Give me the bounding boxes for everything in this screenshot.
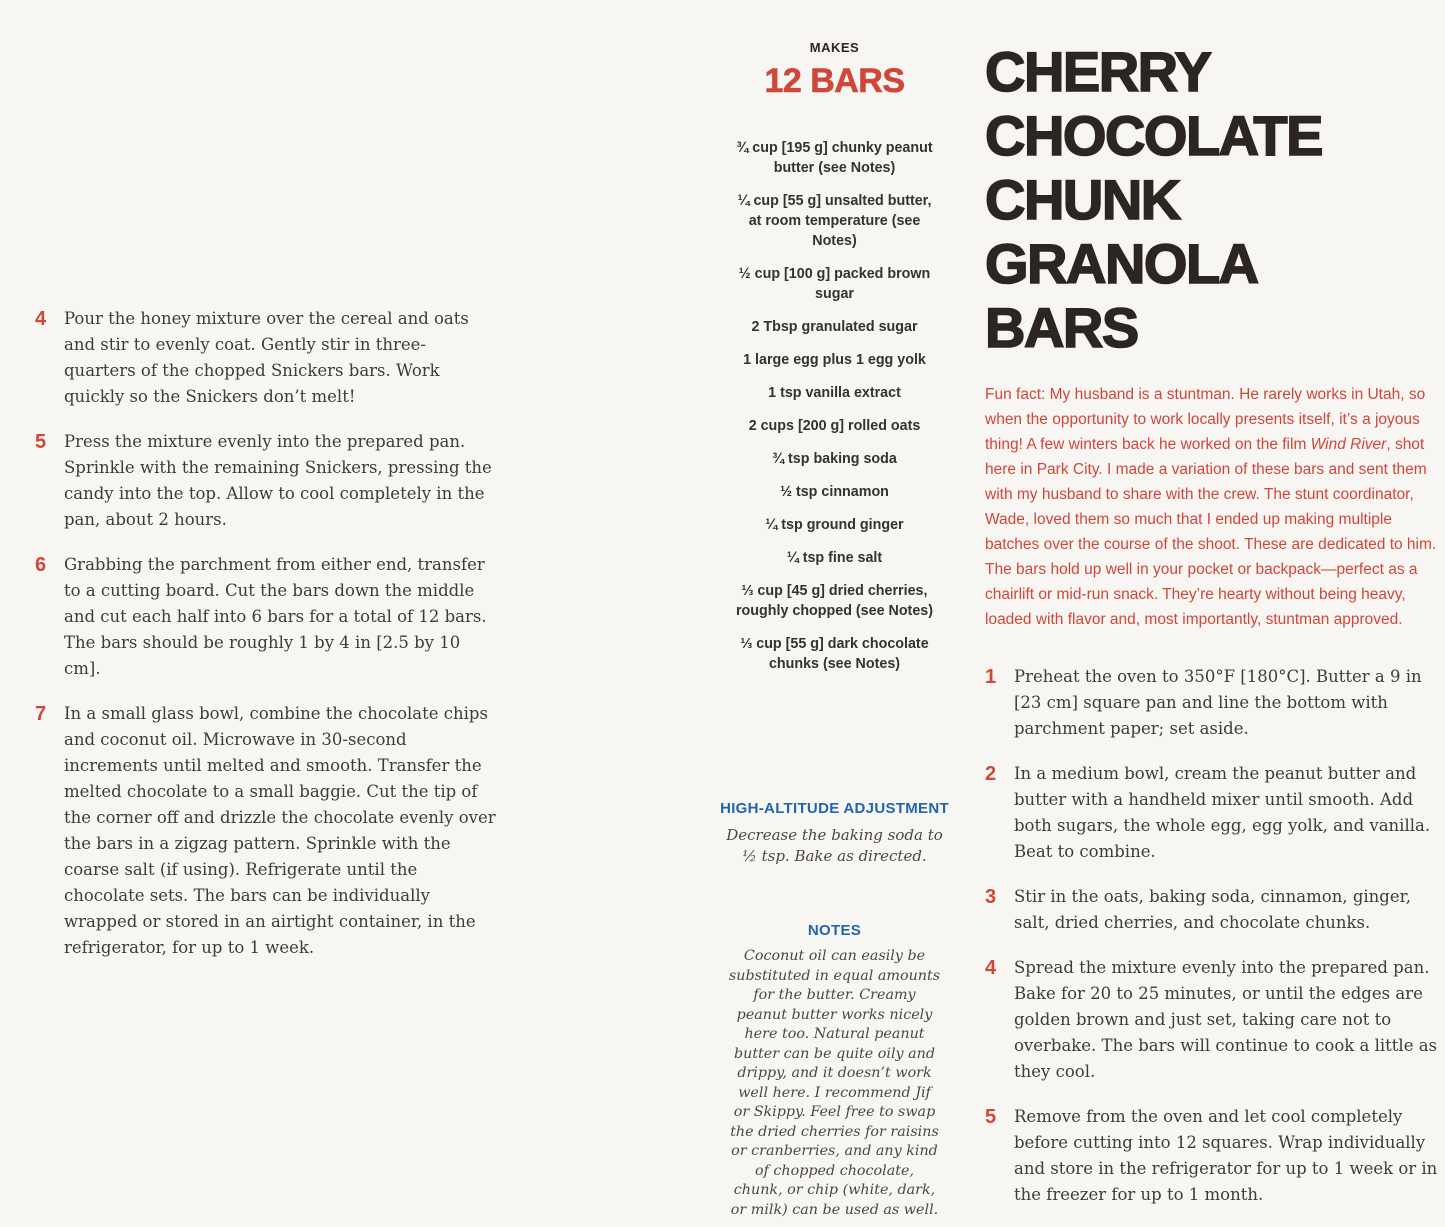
step-number: 3 — [985, 886, 996, 908]
recipe-step — [35, 701, 497, 961]
recipe-step — [985, 761, 1445, 865]
left-page-steps — [35, 306, 497, 980]
recipe-step — [985, 955, 1445, 1085]
recipe-step — [35, 429, 497, 533]
recipe-title-line: BARS — [985, 296, 1138, 359]
yield-block — [712, 40, 957, 101]
step-text: Press the mixture evenly into the prepared pan. Sprinkle with the remaining Snickers, pressing the candy into the top. Allow to cool completely in the pan, about 2 hours. — [64, 432, 492, 529]
notes-heading: NOTES — [807, 922, 862, 939]
ingredient-list — [712, 138, 957, 687]
high-altitude-text: Decrease the baking soda to ½ tsp. Bake as directed. — [726, 826, 943, 865]
recipe-header — [985, 40, 1445, 632]
recipe-title-line: CHERRY — [985, 40, 1211, 103]
step-text: Preheat the oven to 350°F [180°C]. Butter a 9 in [23 cm] square pan and line the bottom with parchment paper; set aside. — [1014, 667, 1422, 738]
notes-text: Coconut oil can easily be substituted in equal amounts for the butter. Creamy peanut butter works nicely here too. Natural peanut butter can be quite oily and drippy, and it doesn’t work well here. I recommend Jif or Skippy. Feel free to swap the dried cherries for raisins or cranberries, and any kind of chopped chocolate, chunk, or chip (white, dark, or milk) can be used as well. — [728, 948, 941, 1218]
ingredient-item: 2 Tbsp granulated sugar — [751, 319, 918, 335]
ingredient-item: ¼ tsp fine salt — [786, 550, 883, 566]
ingredient-item: ¾ tsp baking soda — [772, 451, 897, 467]
step-text: In a small glass bowl, combine the chocolate chips and coconut oil. Microwave in 30-second increments until melted and smooth. Transfer the melted chocolate to a small baggie. Cut the tip of the corner off and drizzle the chocolate evenly over the bars in a zigzag pattern. Sprinkle with the coarse salt (if using). Refrigerate until the chocolate sets. The bars can be individually wrapped or stored in an airtight container, in the refrigerator, for up to 1 week. — [64, 704, 496, 957]
intro-text: , shot here in Park City. I made a variation of these bars and sent them with my husband to share with the crew. The stunt coordinator, Wade, loved them so much that I ended up making multiple batches over the course of the shoot. These are dedicated to him. The bars hold up well in your pocket or backpack—perfect as a chairlift or mid-run snack. They’re hearty without being heavy, loaded with flavor and, most importantly, stuntman approved. — [985, 436, 1437, 628]
step-number: 5 — [35, 431, 46, 453]
makes-value: 12 BARS — [764, 62, 905, 100]
recipe-title-line: CHUNK GRANOLA — [985, 168, 1258, 295]
step-text: Stir in the oats, baking soda, cinnamon, ginger, salt, dried cherries, and chocolate chunks. — [1014, 887, 1411, 932]
ingredient-item: ¼ cup [55 g] unsalted butter, at room temperature (see Notes) — [737, 193, 932, 249]
ingredient-item: ½ cup [100 g] packed brown sugar — [738, 266, 931, 302]
ingredient-item: ¼ tsp ground ginger — [765, 517, 904, 533]
recipe-step — [35, 552, 497, 682]
recipe-step — [35, 306, 497, 410]
recipe-intro — [985, 382, 1445, 632]
ingredient-item: ½ tsp cinnamon — [780, 484, 889, 500]
recipe-step — [985, 664, 1445, 742]
step-text: In a medium bowl, cream the peanut butter and butter with a handheld mixer until smooth. Add both sugars, the whole egg, egg yolk, and vanilla. Beat to combine. — [1014, 764, 1431, 861]
step-number: 6 — [35, 554, 46, 576]
step-number: 2 — [985, 763, 996, 785]
step-number: 4 — [985, 957, 996, 979]
makes-label: MAKES — [809, 40, 860, 55]
intro-film-title: Wind River — [1310, 436, 1387, 453]
step-text: Spread the mixture evenly into the prepared pan. Bake for 20 to 25 minutes, or until the edges are golden brown and just set, taking care not to overbake. The bars will continue to cook a little as they cool. — [1014, 958, 1438, 1081]
recipe-step — [985, 884, 1445, 936]
ingredient-item: 1 tsp vanilla extract — [768, 385, 901, 401]
step-text: Grabbing the parchment from either end, transfer to a cutting board. Cut the bars down the middle and cut each half into 6 bars for a total of 12 bars. The bars should be roughly 1 by 4 in [2.5 by 10 cm]. — [64, 555, 487, 678]
right-page-steps — [985, 664, 1445, 1227]
ingredient-item: ⅓ cup [45 g] dried cherries, roughly chopped (see Notes) — [735, 583, 933, 619]
high-altitude-block — [712, 800, 957, 867]
step-number: 7 — [35, 703, 46, 725]
intro-text: Fun fact: My husband is a stuntman. He rarely works in Utah, so when the opportunity to work locally presents itself, it’s a joyous thing! A few winters back he worked on the film — [985, 386, 1426, 453]
step-number: 1 — [985, 666, 996, 688]
recipe-step — [985, 1104, 1445, 1208]
ingredient-item: 1 large egg plus 1 egg yolk — [743, 352, 926, 368]
recipe-title — [985, 40, 1445, 360]
step-text: Pour the honey mixture over the cereal and oats and stir to evenly coat. Gently stir in three-quarters of the chopped Snickers bars. Work quickly so the Snickers don’t melt! — [64, 309, 469, 406]
step-number: 5 — [985, 1106, 996, 1128]
ingredient-item: ⅓ cup [55 g] dark chocolate chunks (see Notes) — [740, 636, 929, 672]
step-text: Remove from the oven and let cool completely before cutting into 12 squares. Wrap individually and store in the refrigerator for up to 1 week or in the freezer for up to 1 month. — [1014, 1107, 1438, 1204]
high-altitude-heading: HIGH-ALTITUDE ADJUSTMENT — [720, 800, 949, 817]
ingredient-item: 2 cups [200 g] rolled oats — [748, 418, 921, 434]
notes-block — [712, 922, 957, 1220]
ingredient-item: ¾ cup [195 g] chunky peanut butter (see Notes) — [736, 140, 933, 176]
recipe-title-line: CHOCOLATE — [985, 104, 1322, 167]
step-number: 4 — [35, 308, 46, 330]
